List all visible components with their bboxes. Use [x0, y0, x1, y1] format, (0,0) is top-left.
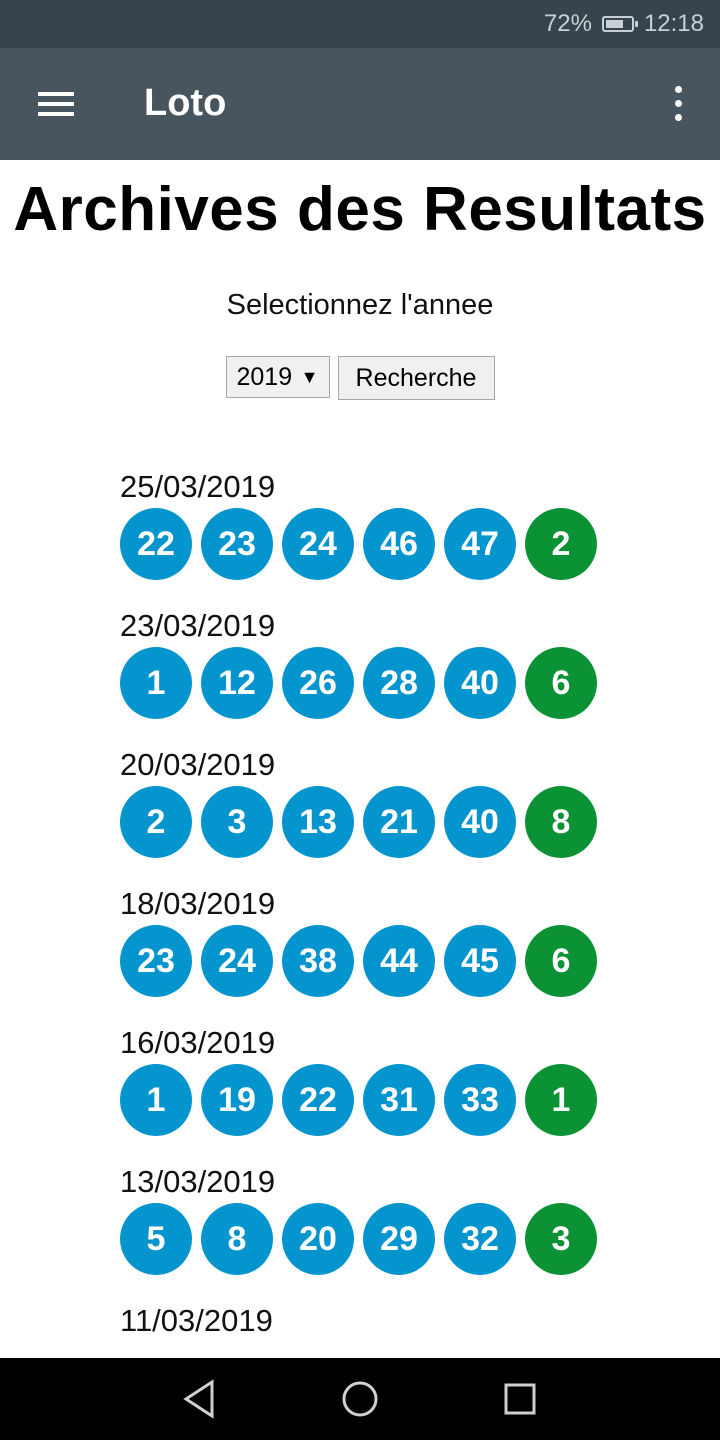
- draw-result: [120, 470, 720, 580]
- draw-result: [120, 609, 720, 719]
- recents-square-icon[interactable]: [499, 1378, 541, 1420]
- page-title: Archives des Resultats: [13, 175, 707, 244]
- ball-row: [120, 925, 720, 997]
- battery-icon: [602, 16, 634, 32]
- number-ball: 5: [120, 1203, 192, 1275]
- year-select-label: Selectionnez l'annee: [226, 289, 494, 321]
- more-vert-icon[interactable]: [672, 86, 684, 122]
- year-select[interactable]: [226, 356, 330, 398]
- number-ball: 29: [363, 1203, 435, 1275]
- draw-result: [120, 1165, 720, 1275]
- number-ball: 26: [282, 647, 354, 719]
- search-row: [0, 356, 720, 400]
- number-ball: 46: [363, 508, 435, 580]
- search-button[interactable]: Recherche: [338, 356, 495, 400]
- chance-ball: 8: [525, 786, 597, 858]
- number-ball: 44: [363, 925, 435, 997]
- number-ball: 20: [282, 1203, 354, 1275]
- status-indicators: [544, 10, 704, 38]
- draw-result: [120, 1026, 720, 1136]
- battery-level-fill: [606, 20, 623, 28]
- main-content: [0, 160, 720, 1358]
- number-ball: 24: [282, 508, 354, 580]
- draw-result: [120, 887, 720, 997]
- draw-date: 25/03/2019: [120, 469, 276, 504]
- clock: 12:18: [643, 10, 704, 37]
- number-ball: 40: [444, 647, 516, 719]
- battery-percent: 72%: [543, 10, 592, 37]
- number-ball: 31: [363, 1064, 435, 1136]
- number-ball: 3: [201, 786, 273, 858]
- results-list: [0, 470, 720, 1338]
- draw-date: 16/03/2019: [120, 1025, 276, 1060]
- status-bar: [0, 0, 720, 48]
- draw-date: 13/03/2019: [120, 1164, 276, 1199]
- number-ball: 13: [282, 786, 354, 858]
- ball-row: [120, 786, 720, 858]
- number-ball: 22: [120, 508, 192, 580]
- year-select-value: 2019: [236, 362, 293, 391]
- draw-date: 20/03/2019: [120, 747, 276, 782]
- chance-ball: 2: [525, 508, 597, 580]
- draw-result: [120, 1304, 720, 1338]
- number-ball: 24: [201, 925, 273, 997]
- number-ball: 23: [201, 508, 273, 580]
- number-ball: 28: [363, 647, 435, 719]
- draw-date: 18/03/2019: [120, 886, 276, 921]
- draw-date: 11/03/2019: [120, 1303, 273, 1338]
- number-ball: 47: [444, 508, 516, 580]
- chance-ball: 6: [525, 925, 597, 997]
- chance-ball: 6: [525, 647, 597, 719]
- number-ball: 32: [444, 1203, 516, 1275]
- number-ball: 19: [201, 1064, 273, 1136]
- ball-row: [120, 1203, 720, 1275]
- number-ball: 38: [282, 925, 354, 997]
- number-ball: 12: [201, 647, 273, 719]
- number-ball: 1: [120, 647, 192, 719]
- back-triangle-icon[interactable]: [180, 1378, 222, 1420]
- number-ball: 40: [444, 786, 516, 858]
- hamburger-menu-icon[interactable]: [38, 92, 74, 116]
- chance-ball: 3: [525, 1203, 597, 1275]
- number-ball: 2: [120, 786, 192, 858]
- number-ball: 33: [444, 1064, 516, 1136]
- home-circle-icon[interactable]: [339, 1378, 381, 1420]
- draw-date: 23/03/2019: [120, 608, 276, 643]
- chance-ball: 1: [525, 1064, 597, 1136]
- number-ball: 22: [282, 1064, 354, 1136]
- ball-row: [120, 1064, 720, 1136]
- number-ball: 45: [444, 925, 516, 997]
- ball-row: [120, 508, 720, 580]
- system-nav-bar: [0, 1358, 720, 1440]
- app-title: Loto: [144, 82, 227, 124]
- draw-result: [120, 748, 720, 858]
- number-ball: 1: [120, 1064, 192, 1136]
- number-ball: 23: [120, 925, 192, 997]
- ball-row: [120, 647, 720, 719]
- number-ball: 8: [201, 1203, 273, 1275]
- dropdown-caret-icon: ▼: [300, 366, 319, 387]
- app-bar: [0, 48, 720, 160]
- number-ball: 21: [363, 786, 435, 858]
